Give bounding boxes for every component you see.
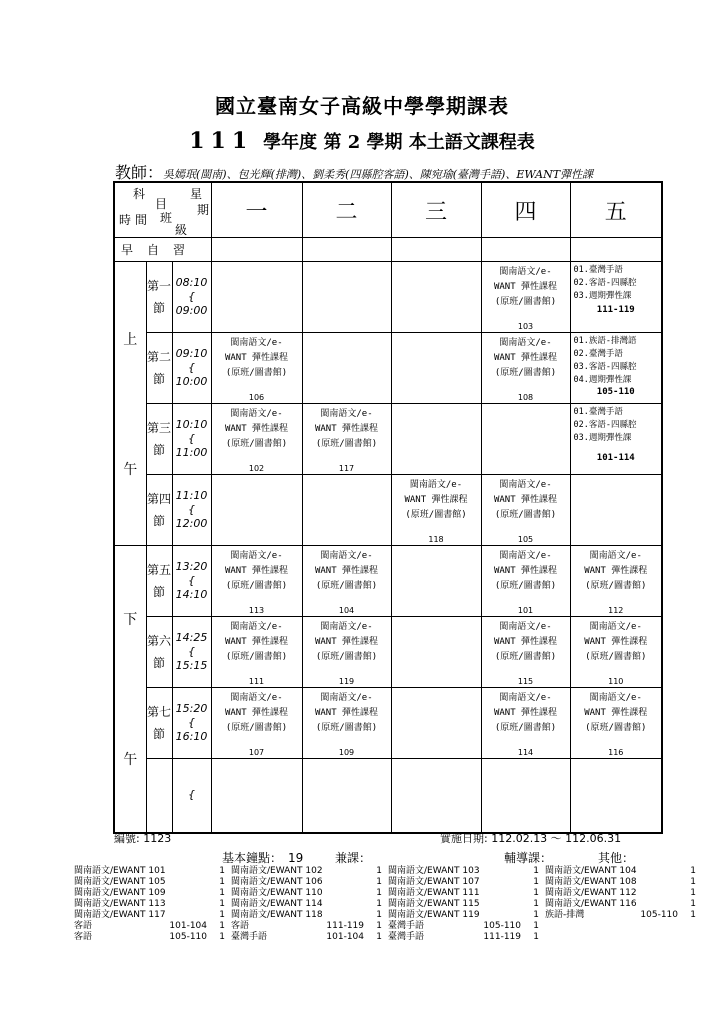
course-cell: 閩南語文/e- WANT 彈性課程 (原班/圖書館) 111 [211,617,302,688]
summary-course: 閩南語文/EWANT 110 [231,888,323,898]
course-cell: 閩南語文/e- WANT 彈性課程 (原班/圖書館) 106 [211,333,302,404]
summary-classes: 105-110 [640,910,678,920]
period-time: 11:10 { 12:00 [172,475,211,546]
summary-row [231,932,386,943]
summary-column [545,866,700,943]
summary-count: 1 [376,932,382,942]
summary-row [74,866,229,877]
summary-course: 族語-排灣 [545,910,585,920]
summary-count: 1 [219,921,225,931]
summary-count: 1 [533,888,539,898]
course-cell: 閩南語文/e- WANT 彈性課程 (原班/圖書館) 110 [570,617,662,688]
summary-row [74,888,229,899]
corner-header: 科 目 星 期 時 間 班 級 [114,182,211,238]
hours-summary [74,866,700,943]
period-time: 14:25 { 15:15 [172,617,211,688]
teacher-line [115,160,593,183]
summary-row [231,866,386,877]
concurrent-label: 兼課： [335,851,372,865]
summary-count: 1 [690,910,696,920]
early-cell [570,238,662,262]
effective-dates: 實施日期: 112.02.13 ～ 112.06.31 [440,832,622,845]
course-cell: 閩南語文/e- WANT 彈性課程 (原班/圖書館) 103 [481,262,570,333]
tutoring-label: 輔導課： [504,851,553,865]
course-cell [211,759,302,833]
summary-column [74,866,229,943]
summary-row [388,910,543,921]
summary-row [231,877,386,888]
summary-row [74,899,229,910]
summary-row [388,899,543,910]
day-header-tue: 二 [302,182,391,238]
period-label: 第六節 [146,617,172,688]
course-cell: 閩南語文/e- WANT 彈性課程 (原班/圖書館) 104 [302,546,391,617]
summary-course: 閩南語文/EWANT 111 [388,888,480,898]
course-cell [570,475,662,546]
summary-course: 閩南語文/EWANT 104 [545,866,637,876]
semester-text: 學年度 第 2 學期 本土語文課程表 [263,132,535,153]
course-cell: 閩南語文/e- WANT 彈性課程 (原班/圖書館) 107 [211,688,302,759]
summary-course: 臺灣手語 [231,932,268,942]
summary-count: 1 [376,910,382,920]
basic-hours-value: 19 [288,851,304,865]
summary-row [388,921,543,932]
course-cell [481,759,570,833]
page-title: 國立臺南女子高級中學學期課表 [215,94,509,118]
period-label: 第四節 [146,475,172,546]
period-time: { [172,759,211,833]
summary-count: 1 [533,866,539,876]
course-cell [211,475,302,546]
summary-column [388,866,543,943]
summary-row [231,921,386,932]
summary-row [545,910,700,921]
early-study-label: 早自習 [114,238,211,262]
day-header-thu: 四 [481,182,570,238]
period-label [146,759,172,833]
summary-row [231,910,386,921]
summary-course: 客語 [74,932,93,942]
summary-course: 閩南語文/EWANT 101 [74,866,166,876]
elective-cell: 01.臺灣手語 02.客語-四縣腔 03.週期彈性課 101-114 [570,404,662,475]
summary-course: 閩南語文/EWANT 112 [545,888,637,898]
period-label: 第三節 [146,404,172,475]
basic-hours-label: 基本鐘點： 19 [222,851,304,865]
course-cell [302,333,391,404]
early-cell [211,238,302,262]
summary-course: 閩南語文/EWANT 118 [231,910,323,920]
morning-label: 上 午 [114,262,146,546]
summary-course: 閩南語文/EWANT 108 [545,877,637,887]
course-cell: 閩南語文/e- WANT 彈性課程 (原班/圖書館) 101 [481,546,570,617]
day-header-wed: 三 [391,182,481,238]
course-cell: 閩南語文/e- WANT 彈性課程 (原班/圖書館) 119 [302,617,391,688]
summary-row [545,877,700,888]
course-cell: 閩南語文/e- WANT 彈性課程 (原班/圖書館) 114 [481,688,570,759]
summary-count: 1 [533,877,539,887]
academic-year: 111 [189,128,254,154]
summary-classes: 101-104 [326,932,364,942]
summary-classes: 105-110 [483,921,521,931]
summary-count: 1 [219,899,225,909]
summary-row [74,932,229,943]
course-cell [302,759,391,833]
course-cell: 閩南語文/e- WANT 彈性課程 (原班/圖書館) 113 [211,546,302,617]
course-cell: 閩南語文/e- WANT 彈性課程 (原班/圖書館) 117 [302,404,391,475]
period-time: 09:10 { 10:00 [172,333,211,404]
form-code: 編號: 1123 [114,832,172,845]
summary-count: 1 [376,899,382,909]
summary-row [388,888,543,899]
summary-classes: 111-119 [326,921,364,931]
summary-course: 閩南語文/EWANT 107 [388,877,480,887]
other-label: 其他： [598,851,635,865]
summary-course: 閩南語文/EWANT 116 [545,899,637,909]
summary-count: 1 [533,910,539,920]
course-cell: 閩南語文/e- WANT 彈性課程 (原班/圖書館) 102 [211,404,302,475]
summary-course: 臺灣手語 [388,921,425,931]
summary-row [74,877,229,888]
summary-count: 1 [376,866,382,876]
early-cell [481,238,570,262]
summary-count: 1 [533,932,539,942]
summary-count: 1 [533,899,539,909]
period-time: 10:10 { 11:00 [172,404,211,475]
summary-row [231,888,386,899]
summary-course: 閩南語文/EWANT 103 [388,866,480,876]
period-label: 第五節 [146,546,172,617]
summary-row [388,932,543,943]
summary-classes: 111-119 [483,932,521,942]
summary-count: 1 [219,888,225,898]
summary-course: 臺灣手語 [388,932,425,942]
course-cell [211,262,302,333]
course-cell: 閩南語文/e- WANT 彈性課程 (原班/圖書館) 112 [570,546,662,617]
day-header-fri: 五 [570,182,662,238]
course-cell [391,617,481,688]
early-cell [302,238,391,262]
summary-course: 閩南語文/EWANT 102 [231,866,323,876]
summary-count: 1 [690,899,696,909]
summary-course: 閩南語文/EWANT 117 [74,910,166,920]
summary-count: 1 [690,888,696,898]
afternoon-label: 下 午 [114,546,146,833]
teacher-names: 吳嫣珉(閩南)、包光輝(排灣)、劉柔秀(四縣腔客語)、陳宛瑜(臺灣手語)、EWANT彈性課 [163,168,594,181]
course-cell [391,333,481,404]
course-cell: 閩南語文/e- WANT 彈性課程 (原班/圖書館) 118 [391,475,481,546]
course-cell [391,546,481,617]
course-cell [391,262,481,333]
summary-count: 1 [219,910,225,920]
elective-cell: 01.族語-排灣語 02.臺灣手語 03.客語-四縣腔 04.週期彈性課 105-110 [570,333,662,404]
summary-row [388,877,543,888]
summary-column [231,866,386,943]
period-time: 15:20 { 16:10 [172,688,211,759]
summary-row [74,910,229,921]
course-cell: 閩南語文/e- WANT 彈性課程 (原班/圖書館) 109 [302,688,391,759]
page-subtitle [0,128,724,154]
summary-count: 1 [376,877,382,887]
course-cell [302,262,391,333]
day-header-mon: 一 [211,182,302,238]
summary-course: 客語 [74,921,93,931]
summary-row [545,888,700,899]
summary-count: 1 [376,888,382,898]
summary-row [231,899,386,910]
course-cell [302,475,391,546]
course-cell: 閩南語文/e- WANT 彈性課程 (原班/圖書館) 115 [481,617,570,688]
elective-cell: 01.臺灣手語 02.客語-四縣腔 03.週期彈性課 111-119 [570,262,662,333]
period-label: 第二節 [146,333,172,404]
summary-course: 閩南語文/EWANT 105 [74,877,166,887]
summary-count: 1 [219,866,225,876]
summary-count: 1 [376,921,382,931]
course-cell [570,759,662,833]
summary-course: 閩南語文/EWANT 109 [74,888,166,898]
course-cell: 閩南語文/e- WANT 彈性課程 (原班/圖書館) 108 [481,333,570,404]
period-time: 08:10 { 09:00 [172,262,211,333]
summary-count: 1 [219,877,225,887]
summary-row [74,921,229,932]
period-time: 13:20 { 14:10 [172,546,211,617]
summary-count: 1 [533,921,539,931]
period-label: 第七節 [146,688,172,759]
summary-course: 閩南語文/EWANT 119 [388,910,480,920]
summary-classes: 101-104 [169,921,207,931]
summary-course: 閩南語文/EWANT 114 [231,899,323,909]
course-cell [391,688,481,759]
course-cell: 閩南語文/e- WANT 彈性課程 (原班/圖書館) 105 [481,475,570,546]
teacher-label: 教師： [115,163,164,182]
summary-course: 閩南語文/EWANT 115 [388,899,480,909]
course-cell [391,404,481,475]
early-cell [391,238,481,262]
summary-count: 1 [690,877,696,887]
summary-row [545,899,700,910]
course-cell [481,404,570,475]
summary-count: 1 [219,932,225,942]
summary-course: 閩南語文/EWANT 113 [74,899,166,909]
summary-count: 1 [690,866,696,876]
summary-row [545,866,700,877]
course-cell: 閩南語文/e- WANT 彈性課程 (原班/圖書館) 116 [570,688,662,759]
timetable [113,181,663,834]
summary-course: 客語 [231,921,250,931]
summary-row [388,866,543,877]
period-label: 第一節 [146,262,172,333]
course-cell [391,759,481,833]
summary-course: 閩南語文/EWANT 106 [231,877,323,887]
summary-classes: 105-110 [169,932,207,942]
